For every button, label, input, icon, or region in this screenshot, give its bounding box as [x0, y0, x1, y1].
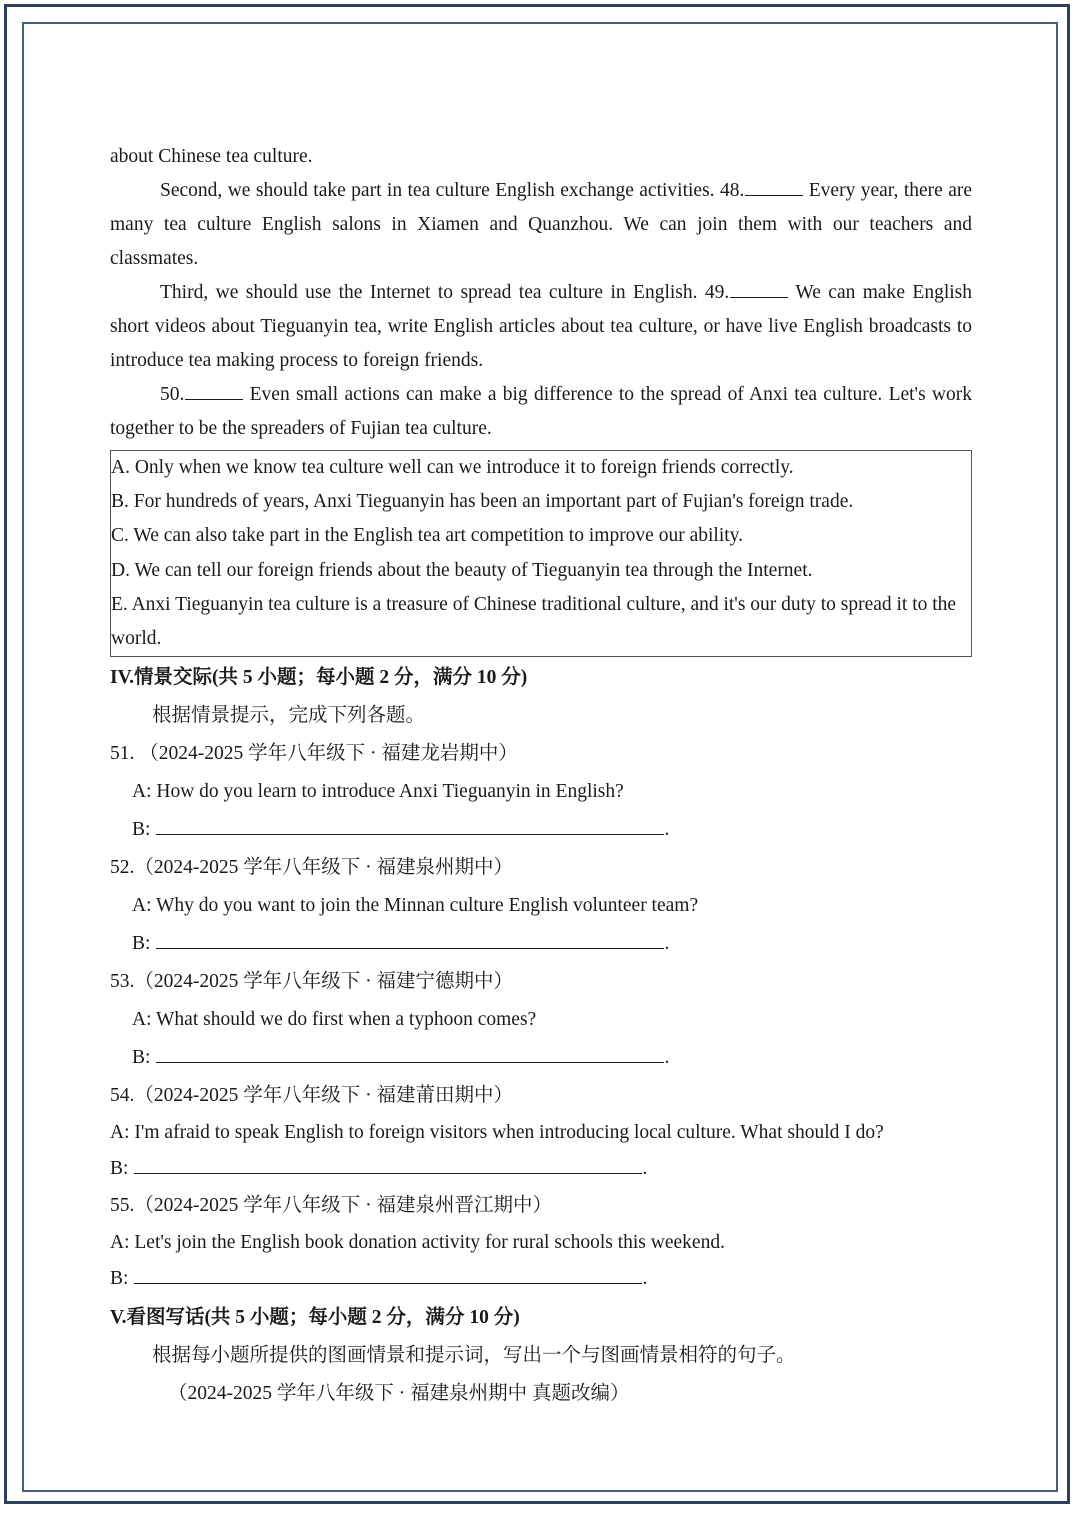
question-53-header: 53.（2024-2025 学年八年级下 · 福建宁德期中）: [110, 971, 513, 993]
question-55-answer-row: [110, 1261, 972, 1297]
options-box: [110, 450, 972, 657]
option-a: A. Only when we know tea culture well can we introduce it to foreign friends correctly.: [111, 457, 794, 478]
passage-paragraph-50: [110, 378, 972, 446]
passage-paragraph-48: [110, 174, 972, 276]
option-e: E. Anxi Tieguanyin tea culture is a treasure of Chinese traditional culture, and it's our duty to spread it to the world.: [111, 593, 957, 650]
question-52-prompt: A: Why do you want to join the Minnan culture English volunteer team?: [132, 895, 699, 917]
p4-text-before: 50.: [160, 384, 185, 405]
answer-line-53[interactable]: [156, 1040, 664, 1063]
answer-label: B:: [132, 933, 151, 955]
exam-page: [110, 140, 972, 1413]
answer-period: .: [642, 1158, 648, 1180]
answer-period: .: [664, 819, 670, 841]
question-51-header: 51. （2024-2025 学年八年级下 · 福建龙岩期中）: [110, 743, 518, 765]
answer-line-51[interactable]: [156, 812, 664, 835]
section-5-title: V.看图写话(共 5 小题；每小题 2 分，满分 10 分): [110, 1307, 520, 1329]
question-55-header: 55.（2024-2025 学年八年级下 · 福建泉州晋江期中）: [110, 1195, 552, 1217]
blank-48[interactable]: [745, 175, 803, 196]
p4-text-after: Even small actions can make a big difference to the spread of Anxi tea culture. Let's work together to be the spreaders of Fujian tea culture.: [110, 384, 972, 439]
answer-label: B:: [132, 819, 151, 841]
option-b: B. For hundreds of years, Anxi Tieguanyin has been an important part of Fujian's foreign trade.: [111, 491, 854, 513]
question-51-answer-row: [110, 811, 972, 849]
question-54-prompt: A: I'm afraid to speak English to foreign visitors when introducing local culture. What should I do?: [110, 1122, 884, 1144]
p3-text-after: We can make English short videos about Tieguanyin tea, write English articles about tea culture, or have live English broadcasts to introduce tea making process to foreign friends.: [110, 282, 972, 371]
blank-50[interactable]: [185, 379, 243, 400]
p2-text-after: Every year, there are many tea culture English salons in Xiamen and Quanzhou. We can join them with our teachers and classmates.: [110, 180, 973, 269]
question-54-answer-row: [110, 1151, 972, 1187]
question-52-answer-row: [110, 925, 972, 963]
answer-period: .: [642, 1268, 648, 1290]
section-5-instruction: 根据每小题所提供的图画情景和提示词，写出一个与图画情景相符的句子。: [152, 1345, 796, 1367]
option-d: D. We can tell our foreign friends about the beauty of Tieguanyin tea through the Internet.: [111, 559, 813, 581]
section-4-instruction: 根据情景提示，完成下列各题。: [152, 705, 426, 727]
question-53-answer-row: [110, 1039, 972, 1077]
answer-label: B:: [110, 1268, 129, 1290]
question-52-header: 52.（2024-2025 学年八年级下 · 福建泉州期中）: [110, 857, 513, 879]
answer-label: B:: [110, 1158, 129, 1180]
answer-line-52[interactable]: [156, 926, 664, 949]
answer-period: .: [664, 1047, 670, 1069]
p2-text-before: Second, we should take part in tea culture English exchange activities. 48.: [160, 180, 745, 201]
p3-text-before: Third, we should use the Internet to spread tea culture in English. 49.: [160, 282, 730, 303]
answer-label: B:: [132, 1047, 151, 1069]
passage-paragraph-49: [110, 276, 972, 378]
question-55-prompt: A: Let's join the English book donation activity for rural schools this weekend.: [110, 1232, 725, 1254]
option-c: C. We can also take part in the English tea art competition to improve our ability.: [111, 525, 744, 547]
question-54-header: 54.（2024-2025 学年八年级下 · 福建莆田期中）: [110, 1085, 513, 1107]
section-5-source: （2024-2025 学年八年级下 · 福建泉州期中 真题改编）: [168, 1383, 630, 1405]
answer-period: .: [664, 933, 670, 955]
passage-line-continued: about Chinese tea culture.: [110, 146, 313, 167]
blank-49[interactable]: [730, 277, 788, 298]
answer-line-55[interactable]: [134, 1261, 642, 1284]
section-4-title: IV.情景交际(共 5 小题；每小题 2 分，满分 10 分): [110, 667, 528, 689]
question-53-prompt: A: What should we do first when a typhoon comes?: [132, 1009, 537, 1031]
answer-line-54[interactable]: [134, 1151, 642, 1174]
question-51-prompt: A: How do you learn to introduce Anxi Tieguanyin in English?: [132, 781, 624, 803]
